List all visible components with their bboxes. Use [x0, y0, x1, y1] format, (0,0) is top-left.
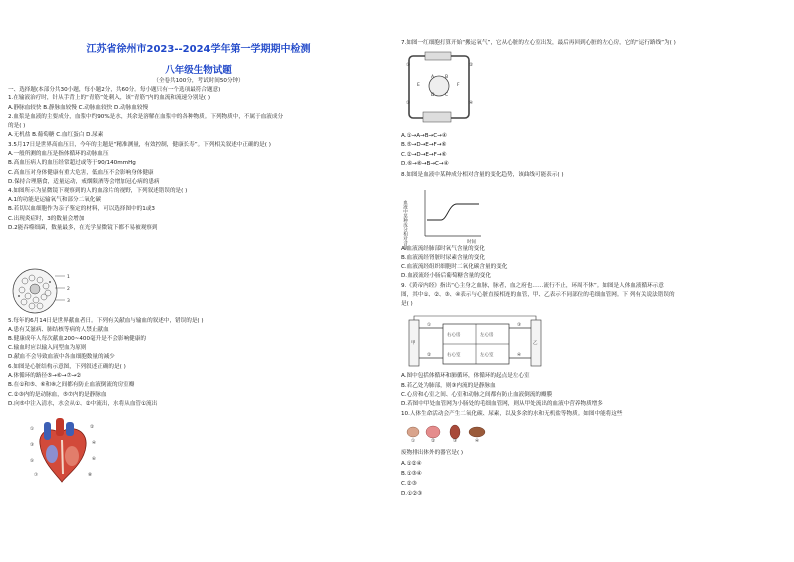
question-10-d: D.①②③ — [401, 491, 423, 497]
question-4: 4.如图所示为显微镜下观察到的人的血涂片的视野，下列叙述错误的是( ) — [8, 188, 188, 194]
question-3-c: C.高血压对身体健康有重大危害，低血压不会影响身体健康 — [8, 170, 154, 176]
question-6-b: B.在①和⑤、⑥和⑧之间都有防止血液倒流的房室瓣 — [8, 382, 135, 388]
circ-label-1: ① — [406, 63, 411, 68]
question-10-cont: 废物排出体外的器官是( ) — [401, 450, 464, 456]
question-10: 10.人体生命活动会产生二氧化碳、尿素，以及多余的水和无机盐等物质。如图中能将这些 — [401, 411, 623, 417]
smear-label-1: 1 — [67, 275, 70, 280]
circ-label-e: E — [417, 83, 420, 88]
question-2-options: A.无机盐 B.葡萄糖 C.血红蛋白 D.尿素 — [8, 132, 104, 138]
circ-label-c: C — [445, 93, 449, 98]
blood-smear-figure — [10, 266, 90, 316]
question-2: 2.血浆是血液的主要成分，血浆中约90%是水，其余是溶解在血浆中的各种物质。下列物质中，不属于血液成分 — [8, 114, 284, 120]
question-6-a: A.体循环的路径⑤→⑥→⑦→② — [8, 373, 82, 379]
question-1: 1.在输液治疗时，针从手背上的“青筋”处刺入，该“青筋”内的血流和流速分别是( ) — [8, 95, 211, 101]
question-7-c: C.②→D→E→F→⑥ — [401, 152, 447, 158]
organ-label-4: ④ — [475, 439, 480, 444]
question-9-d: D.若图中甲处血管网为小肠处的毛细血管网，则从甲处流出的血液中营养物质增多 — [401, 401, 603, 407]
organ-4-liver — [469, 427, 485, 437]
white-cell — [30, 284, 40, 294]
question-10-c: C.②③ — [401, 481, 417, 487]
diagram9-jia: 甲 — [411, 341, 416, 346]
question-6: 6.如图是心脏结构示意图，下列叙述正确的是( ) — [8, 364, 126, 370]
diagram9-vessel-2: ② — [427, 353, 432, 358]
diagram9-right-ventricle: 右心室 — [447, 353, 461, 358]
question-4-d: D.2能吞噬细菌，数量最多，在光学显微镜下都不易被观察到 — [8, 225, 158, 231]
heart-label-5: ⑤ — [30, 459, 35, 464]
question-5-d: D.献血不会导致血液中各血细胞数量的减少 — [8, 354, 115, 360]
question-6-c: C.②③内的是动脉血，⑤⑦内的是静脉血 — [8, 392, 107, 398]
smear-label-3: 3 — [67, 299, 70, 304]
organ-label-3: ③ — [453, 439, 458, 444]
question-3: 3.5月17日是世界高血压日，今年的主题是“精准测量，有效控制，健康长寿”。下列相关叙述中正确的是( ) — [8, 142, 271, 148]
question-7-a: A.①→A→B→C→④ — [401, 133, 447, 139]
question-8-c: C.血液流经组织细胞时二氧化碳含量的变化 — [401, 264, 508, 270]
organ-2-lung — [426, 426, 440, 438]
diagram9-vessel-1: ① — [427, 323, 432, 328]
question-2-cont: 的是( ) — [8, 123, 26, 129]
question-10-a: A.①②④ — [401, 461, 422, 467]
diagram9-left-atrium: 左心房 — [480, 333, 494, 338]
question-3-d: D.保持合理膳食，适量运动，戒烟限酒等会增加冠心病的患病 — [8, 179, 160, 185]
heart-label-8: ⑧ — [88, 473, 93, 478]
circ-label-d: D — [431, 93, 435, 98]
graph-curve — [427, 204, 479, 220]
heart-label-2: ② — [90, 425, 95, 430]
organ-1-skin — [407, 427, 419, 437]
question-8: 8.如图是血液中某种成分相对含量的变化趋势，该曲线可能表示( ) — [401, 172, 564, 178]
right-ventricle — [46, 445, 58, 463]
question-9-cont: 图，其中①、②、③、④表示与心脏直接相连的血管，甲、乙表示不同部位的毛细血管网。下 列有关说法错误的 — [401, 292, 675, 298]
diagram9-vessel-3: ③ — [517, 323, 522, 328]
graph-ylabel: 血液中某种成分相对含量 — [402, 200, 408, 250]
diagram9-right-atrium: 右心房 — [447, 333, 461, 338]
circ-label-3: ③ — [406, 101, 411, 106]
question-8-b: B.血液流经肾脏时尿素含量的变化 — [401, 255, 485, 261]
question-5-c: C.输血时应以输入同型血为原则 — [8, 345, 87, 351]
circ-label-b: B — [445, 75, 449, 80]
circulation-diagram-9 — [407, 314, 547, 370]
vena-cava — [44, 422, 51, 440]
question-8-d: D.血液流经小肠后葡萄糖含量的变化 — [401, 273, 491, 279]
question-3-b: B.高血压病人的血压经常超过或等于90/140mmHg — [8, 160, 136, 166]
heart-septum — [62, 440, 63, 474]
circ-label-a: A — [431, 75, 435, 80]
question-6-d: D.向⑤中注入清水，水会从①、②中流出，水将从血管①流出 — [8, 401, 158, 407]
left-ventricle — [65, 446, 79, 466]
question-4-c: C.出现炎症时，3的数量会增加 — [8, 216, 85, 222]
circ-label-4: ④ — [469, 101, 474, 106]
question-7: 7.如图一红细胞打算开始“搬运氧气”，它从心脏的左心室出发，最后再回到心脏的左心房，它的“运行路线”为( ) — [401, 40, 676, 46]
organ-3-kidney — [450, 425, 460, 439]
question-4-a: A.1的功能是运输氧气和部分二氧化碳 — [8, 197, 101, 203]
question-10-b: B.①③④ — [401, 471, 422, 477]
heart-label-3: ③ — [30, 443, 35, 448]
circ-label-2: ② — [469, 63, 474, 68]
heart-label-7: ⑦ — [34, 473, 39, 478]
diagram9-vessel-4: ④ — [517, 353, 522, 358]
heart-label-1: ① — [30, 427, 35, 432]
diagram9-left-ventricle: 左心室 — [480, 353, 494, 358]
circ-label-f: F — [457, 83, 460, 88]
question-5-b: B.健康成年人每次献血200~400毫升是不会影响健康的 — [8, 336, 146, 342]
question-7-b: B.⑤→D→E→F→⑥ — [401, 142, 447, 148]
heart-label-6: ⑥ — [92, 457, 97, 462]
question-4-b: B.若切以血细胞作为亲子鉴定的材料，可以选择图中的1或3 — [8, 206, 155, 212]
exam-subtitle: 八年级生物试题 — [165, 65, 232, 76]
organ-label-2: ② — [431, 439, 436, 444]
question-9-a: A.图中包括体循环和肺循环，体循环的起点是左心室 — [401, 373, 530, 379]
exam-note: （全卷共100分，考试时间50分钟） — [153, 78, 244, 84]
graph-xlabel: 时间 — [467, 240, 476, 245]
smear-label-2: 2 — [67, 287, 70, 292]
question-9-end: 是( ) — [401, 301, 413, 307]
question-7-d: D.⑥→⑧→B→C→④ — [401, 161, 449, 167]
question-9-b: B.若乙处为肺部，则③内流的是静脉血 — [401, 383, 496, 389]
question-5-a: A.患有艾滋病、肺结核等病的人禁止献血 — [8, 327, 109, 333]
question-3-a: A.一般所测的血压是指体循环的动脉血压 — [8, 151, 109, 157]
circulation-figure — [403, 52, 478, 124]
body-capillaries — [423, 112, 451, 122]
pulmonary-artery — [66, 422, 74, 436]
heart-label-4: ④ — [92, 441, 97, 446]
question-8-a: A.血液流经肺部时氧气含量的变化 — [401, 246, 485, 252]
diagram9-yi: 乙 — [533, 341, 538, 346]
question-1-options: A.静脉血较快 B.静脉血较慢 C.动脉血较快 D.动脉血较慢 — [8, 105, 149, 111]
question-9-c: C.心房和心室之间、心室和动脉之间都有防止血液倒流的瓣膜 — [401, 392, 553, 398]
organs-figure — [405, 422, 495, 442]
heart-figure — [30, 416, 100, 486]
exam-title: 江苏省徐州市2023--2024学年第一学期期中检测 — [86, 44, 311, 55]
lung-capillaries — [425, 52, 451, 60]
question-9: 9.《黄帝内经》指出“心主身之血脉，脉者，血之府也……流行不止，环周不休”。如图是人体血液循环示意 — [401, 283, 664, 289]
organ-label-1: ① — [411, 439, 416, 444]
section-heading: 一、选择题(本部分共30小题，每小题2分，共60分。每小题只有一个选项最符合题意) — [8, 87, 221, 93]
aorta — [56, 418, 64, 436]
question-5: 5.每年的6月14日是世界献血者日。下列有关献血与输血的叙述中，错误的是( ) — [8, 318, 204, 324]
